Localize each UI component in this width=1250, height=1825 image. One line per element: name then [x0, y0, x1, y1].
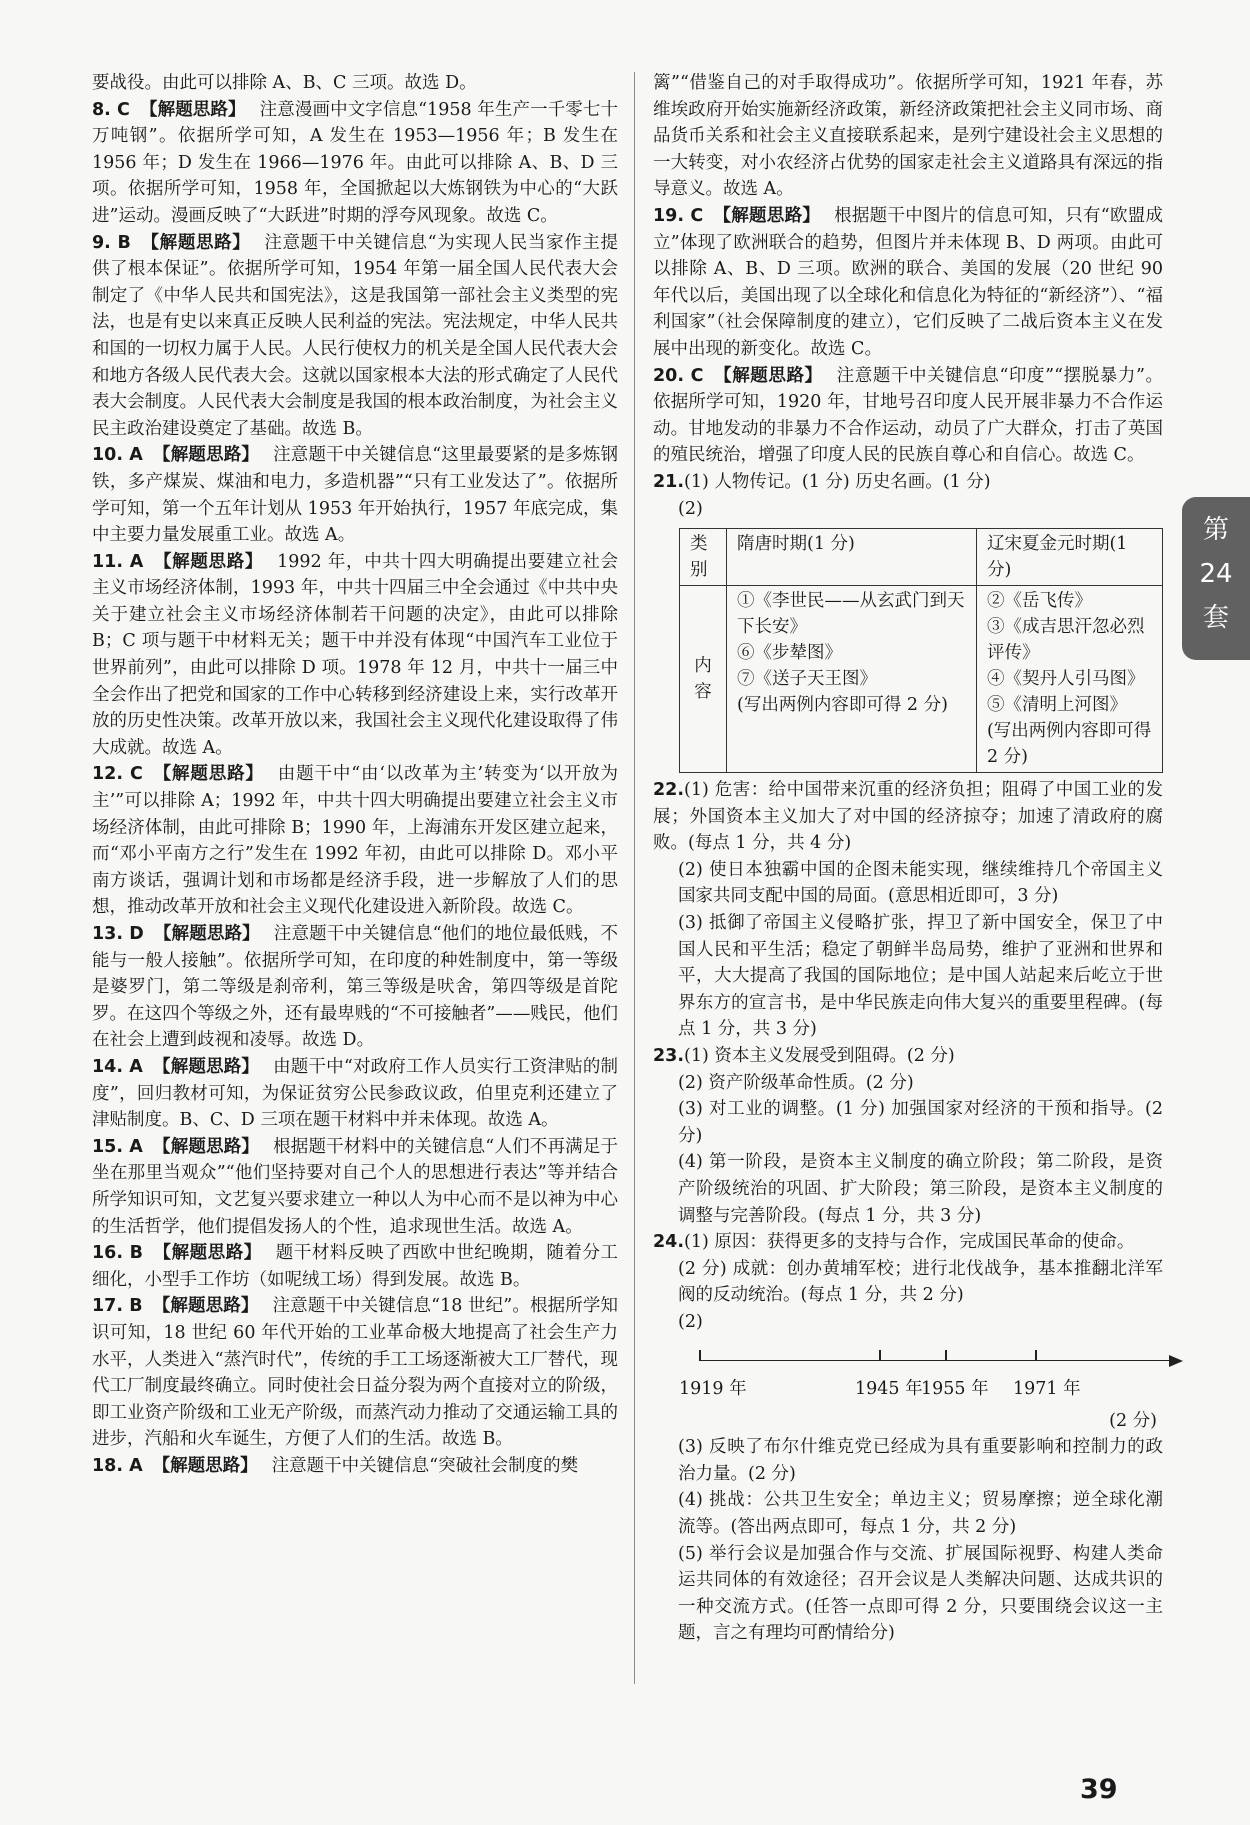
answer-15 — [92, 1134, 618, 1240]
answer-20 — [653, 363, 1163, 469]
answer-text: (2) 使日本独霸中国的企图未能实现，继续维持几个帝国主义国家共同支配中国的局面。(意思相近即可，3 分) — [678, 859, 1163, 907]
solution-label: 【解题思路】 — [152, 1243, 262, 1264]
answer-text: 注意题干中关键信息“突破社会制度的樊 — [271, 1455, 579, 1476]
solution-label: 【解题思路】 — [713, 365, 823, 386]
answer-18 — [92, 1453, 618, 1480]
side-tab-char: 套 — [1202, 603, 1229, 633]
answer-text: 注意漫画中文字信息“1958 年生产一千零七十万吨钢”。依据所学可知，A 发生在 1953—1956 年；B 发生在 1956 年；D 发生在 1966—1976 年。由此可以排除 A、B、D 三项。依据所学可知，1958 年，全国掀起以大炼钢铁为中心的“大跃进”运动。漫画反映了“大跃进”时期的浮夸风现象。故选 C。 — [92, 99, 619, 226]
table-cell-line: ③《成吉思汗忽必烈评传》 — [986, 617, 1145, 664]
answer-18-continued: 篱”“借鉴自己的对手取得成功”。依据所学可知，1921 年春，苏维埃政府开始实施新经济政策，新经济政策把社会主义同市场、商品货币关系和社会主义直接联系起来，是列宁建设社会主义思想的一大转变，对小农经济占优势的国家走社会主义道路具有深远的指导意义。故选 A。 — [653, 73, 1163, 200]
answer-text: (2) — [678, 1311, 703, 1332]
column-divider — [634, 72, 635, 1684]
section-side-tab — [1182, 497, 1250, 660]
table-cell-line: ⑥《步辇图》 — [737, 643, 842, 664]
answer-number: 23. — [653, 1046, 685, 1067]
answer-number: 18. A — [92, 1455, 143, 1476]
answer-16 — [92, 1240, 618, 1293]
answer-number: 8. C — [92, 99, 130, 120]
side-tab-char: 第 — [1202, 515, 1229, 545]
answer-text: (2) — [678, 498, 703, 519]
page-number: 39 — [1080, 1774, 1118, 1805]
answer-number: 15. A — [92, 1136, 143, 1157]
timeline-tick — [1035, 1350, 1037, 1361]
table-cell-line: (写出两例内容即可得 2 分) — [986, 721, 1152, 768]
answer-number: 22. — [653, 780, 685, 801]
answer-text: (4) 第一阶段，是资本主义制度的确立阶段；第二阶段，是资产阶级统治的巩固、扩大阶段；第三阶段，是资本主义制度的调整与完善阶段。(每点 1 分，共 3 分) — [678, 1152, 1163, 1226]
solution-label: 【解题思路】 — [153, 924, 260, 944]
solution-label: 【解题思路】 — [152, 445, 260, 466]
answer-number: 10. A — [92, 445, 143, 466]
answer-text: 由题干中“由‘以改革为主’转变为‘以开放为主’”可以排除 A；1992 年，中共十四大明确提出要建立社会主义市场经济体制，由此可排除 B；1990 年，上海浦东开发区建立起来，而“邓小平南方之行”发生在 1992 年初，由此可以排除 D。邓小平南方谈话，强调计划和市场都是经济手段，进一步解放了人们的思想，推动改革开放和社会主义现代化建设进入新阶段。故选 C。 — [92, 764, 619, 918]
answer-text: 根据题干材料中的关键信息“人们不再满足于坐在那里当观众”“他们坚持要对自己个人的思想进行表达”等并结合所学知识可知，文艺复兴要求建立一种以人为中心而不是以神为中心的生活哲学，他们提倡发扬人的个性，追求现世生活。故选 A。 — [92, 1136, 619, 1237]
answer-9 — [92, 230, 618, 443]
answer-14 — [92, 1054, 618, 1134]
answer-number: 19. C — [653, 205, 704, 226]
answer-text: (1) 资本主义发展受到阻碍。(2 分) — [684, 1046, 955, 1067]
timeline-label: 1955 年 — [921, 1378, 989, 1399]
solution-label: 【解题思路】 — [152, 1296, 259, 1317]
answer-number: 13. D — [92, 924, 144, 944]
answer-10 — [92, 442, 618, 548]
answer-text: 根据题干中图片的信息可知，只有“欧盟成立”体现了欧洲联合的趋势，但图片并未体现 B、D 两项。由此可以排除 A、B、D 三项。欧洲的联合、美国的发展（20 世纪 90 年代以后，美国出现了以全球化和信息化为特征的“新经济”）、“福利国家”（社会保障制度的建立），它们反映了二战后资本主义在发展中出现的新变化。故选 C。 — [653, 205, 1164, 359]
solution-label: 【解题思路】 — [152, 1455, 258, 1476]
timeline-label: 1971 年 — [1013, 1378, 1081, 1399]
timeline-tick — [699, 1350, 701, 1361]
left-column — [92, 70, 618, 1479]
table-cell-liao-song — [976, 586, 1162, 773]
answer-text: (3) 抵御了帝国主义侵略扩张，捍卫了新中国安全，保卫了中国人民和平生活；稳定了朝鲜半岛局势，维护了亚洲和世界和平，大大提高了我国的国际地位；是中国人站起来后屹立于世界东方的宣言书，是中华民族走向伟大复兴的重要里程碑。(每点 1 分，共 3 分) — [678, 913, 1163, 1040]
table-header-category: 类别 — [680, 529, 727, 586]
timeline-diagram — [679, 1344, 1163, 1408]
answer-text: 由题干中“对政府工作人员实行工资津贴的制度”，回归教材可知，为保证贫穷公民参政议政，伯里克利还建立了津贴制度。B、C、D 三项在题干材料中并未体现。故选 A。 — [92, 1056, 619, 1131]
answer-12 — [92, 761, 618, 921]
answer-number: 11. A — [92, 551, 144, 572]
table-cell-line: ②《岳飞传》 — [986, 591, 1092, 612]
answer-text: (1) 危害：给中国带来沉重的经济负担；阻碍了中国工业的发展；外国资本主义加大了对中国的经济掠夺；加速了清政府的腐败。(每点 1 分，共 4 分) — [653, 780, 1163, 854]
answer-text: 注意题干中关键信息“他们的地位最低贱，不能与一般人接触”。依据所学可知，在印度的种姓制度中，第一等级是婆罗门，第二等级是刹帝利，第三等级是吠舍，第四等级是首陀罗。在这四个等级之外，还有最卑贱的“不可接触者”——贱民，他们在社会上遭到歧视和凌辱。故选 D。 — [92, 924, 619, 1051]
answer-text: (2) 资产阶级革命性质。(2 分) — [678, 1072, 914, 1093]
timeline-tick — [945, 1350, 947, 1361]
answer-text: (3) 反映了布尔什维克党已经成为具有重要影响和控制力的政治力量。(2 分) — [678, 1437, 1163, 1484]
solution-label: 【解题思路】 — [140, 232, 251, 253]
answer-number: 9. B — [92, 232, 131, 253]
answer-text: 注意题干中关键信息“为实现人民当家作主提供了根本保证”。依据所学可知，1954 年第一届全国人民代表大会制定了《中华人民共和国宪法》，这是我国第一部社会主义类型的宪法，也是有史以来真正反映人民利益的宪法。宪法规定，中华人民共和国的一切权力属于人民。人民行使权力的机关是全国人民代表大会和地方各级人民代表大会。这就以国家根本大法的形式确定了人民代表大会制度。人民代表大会制度是我国的根本政治制度，为社会主义民主政治建设奠定了基础。故选 B。 — [92, 232, 618, 439]
answer-text: 注意题干中关键信息“这里最要紧的是多炼钢铁，多产煤炭、煤油和电力，多造机器”“只有工业发达了”。依据所学可知，第一个五年计划从 1953 年开始执行，1957 年底完成，集中主要力量发展重工业。故选 A。 — [92, 445, 619, 546]
answer-text: (4) 挑战：公共卫生安全；单边主义；贸易摩擦；逆全球化潮流等。(答出两点即可，每点 1 分，共 2 分) — [678, 1490, 1163, 1537]
answer-17 — [92, 1293, 618, 1453]
table-cell-line: ④《契丹人引马图》 — [986, 669, 1145, 690]
answer-24 — [653, 1229, 1163, 1647]
solution-label: 【解题思路】 — [152, 764, 264, 785]
side-tab-number: 24 — [1199, 559, 1233, 589]
table-header-sui-tang: 隋唐时期(1 分) — [727, 529, 977, 586]
answer-19 — [653, 203, 1163, 363]
solution-label: 【解题思路】 — [152, 1136, 260, 1157]
answer-number: 21. — [653, 471, 685, 492]
answer-23 — [653, 1043, 1163, 1229]
table-header-liao-song: 辽宋夏金元时期(1 分) — [976, 529, 1162, 586]
answer-text: 注意题干中关键信息“18 世纪”。根据所学知识可知，18 世纪 60 年代开始的工业革命极大地提高了社会生产力水平，人类进入“蒸汽时代”，传统的手工工场逐渐被大工厂替代，现代工厂制度最终确立。同时使社会日益分裂为两个直接对立的阶级，即工业资产阶级和工业无产阶级，而蒸汽动力推动了交通运输工具的进步，汽船和火车诞生，方便了人们的生活。故选 B。 — [92, 1296, 618, 1450]
table-cell-sui-tang — [727, 586, 977, 773]
answer-number: 20. C — [653, 365, 704, 386]
timeline-label: 1919 年 — [679, 1378, 747, 1399]
answer-table — [679, 528, 1163, 773]
solution-label: 【解题思路】 — [153, 551, 264, 572]
solution-label: 【解题思路】 — [139, 99, 246, 120]
answer-number: 24. — [653, 1232, 685, 1253]
answer-number: 12. C — [92, 764, 143, 785]
answer-text: (2 分) 成就：创办黄埔军校；进行北伐战争，基本推翻北洋军阀的反动统治。(每点 1 分，共 2 分) — [678, 1258, 1163, 1306]
answer-number: 16. B — [92, 1243, 143, 1264]
timeline-arrow-icon — [1169, 1355, 1183, 1367]
answer-22 — [653, 777, 1163, 1043]
answer-13 — [92, 921, 618, 1054]
solution-label: 【解题思路】 — [713, 205, 821, 226]
answer-text: (1) 人物传记。(1 分) 历史名画。(1 分) — [684, 471, 991, 492]
answer-number: 17. B — [92, 1296, 143, 1317]
table-cell-line: ⑦《送子天王图》 — [737, 669, 877, 690]
timeline-score: (2 分) — [1109, 1410, 1157, 1431]
timeline-axis — [699, 1360, 1171, 1362]
left-intro-text: 要战役。由此可以排除 A、B、C 三项。故选 D。 — [92, 73, 477, 93]
table-cell-line: (写出两例内容即可得 2 分) — [737, 695, 948, 716]
answer-text: (5) 举行会议是加强合作与交流、扩展国际视野、构建人类命运共同体的有效途径；召开会议是人类解决问题、达成共识的一种交流方式。(任答一点即可得 2 分，只要围绕会议这一主题，言之有理均可酌情给分) — [678, 1543, 1163, 1644]
answer-21 — [653, 469, 1163, 773]
answer-text: (1) 原因：获得更多的支持与合作，完成国民革命的使命。 — [684, 1232, 1135, 1253]
timeline-label: 1945 年 — [855, 1378, 923, 1399]
solution-label: 【解题思路】 — [152, 1056, 260, 1077]
right-column — [653, 70, 1163, 1647]
answer-text: 注意题干中关键信息“印度”“摆脱暴力”。依据所学可知，1920 年，甘地号召印度人民开展非暴力不合作运动。甘地发动的非暴力不合作运动，动员了广大群众，打击了英国的殖民统治，增强了印度人民的民族自尊心和自信心。故选 C。 — [653, 365, 1164, 466]
table-cell-line: ⑤《清明上河图》 — [986, 695, 1127, 716]
table-cell-line: ①《李世民——从玄武门到天下长安》 — [737, 591, 965, 638]
table-row-label: 内容 — [680, 586, 727, 773]
answer-text: (3) 对工业的调整。(1 分) 加强国家对经济的干预和指导。(2 分) — [678, 1099, 1163, 1146]
timeline-tick — [879, 1350, 881, 1361]
answer-number: 14. A — [92, 1056, 143, 1077]
answer-text: 1992 年，中共十四大明确提出要建立社会主义市场经济体制，1993 年，中共十四届三中全会通过《中共中央关于建立社会主义市场经济体制若干问题的决定》，由此可以排除 B；C 项与题干中材料无关；题干中并没有体现“中国汽车工业位于世界前列”，由此可以排除 D 项。1978 年 12 月，中共十一届三中全会作出了把党和国家的工作中心转移到经济建设上来，实行改革开放的历史性决策。改革开放以来，我国社会主义现代化建设取得了伟大成就。故选 A。 — [92, 551, 619, 758]
answer-text: 题干材料反映了西欧中世纪晚期，随着分工细化，小型手工作坊（如呢绒工场）得到发展。故选 B。 — [92, 1243, 619, 1290]
answer-11 — [92, 549, 618, 762]
answer-8 — [92, 97, 618, 230]
